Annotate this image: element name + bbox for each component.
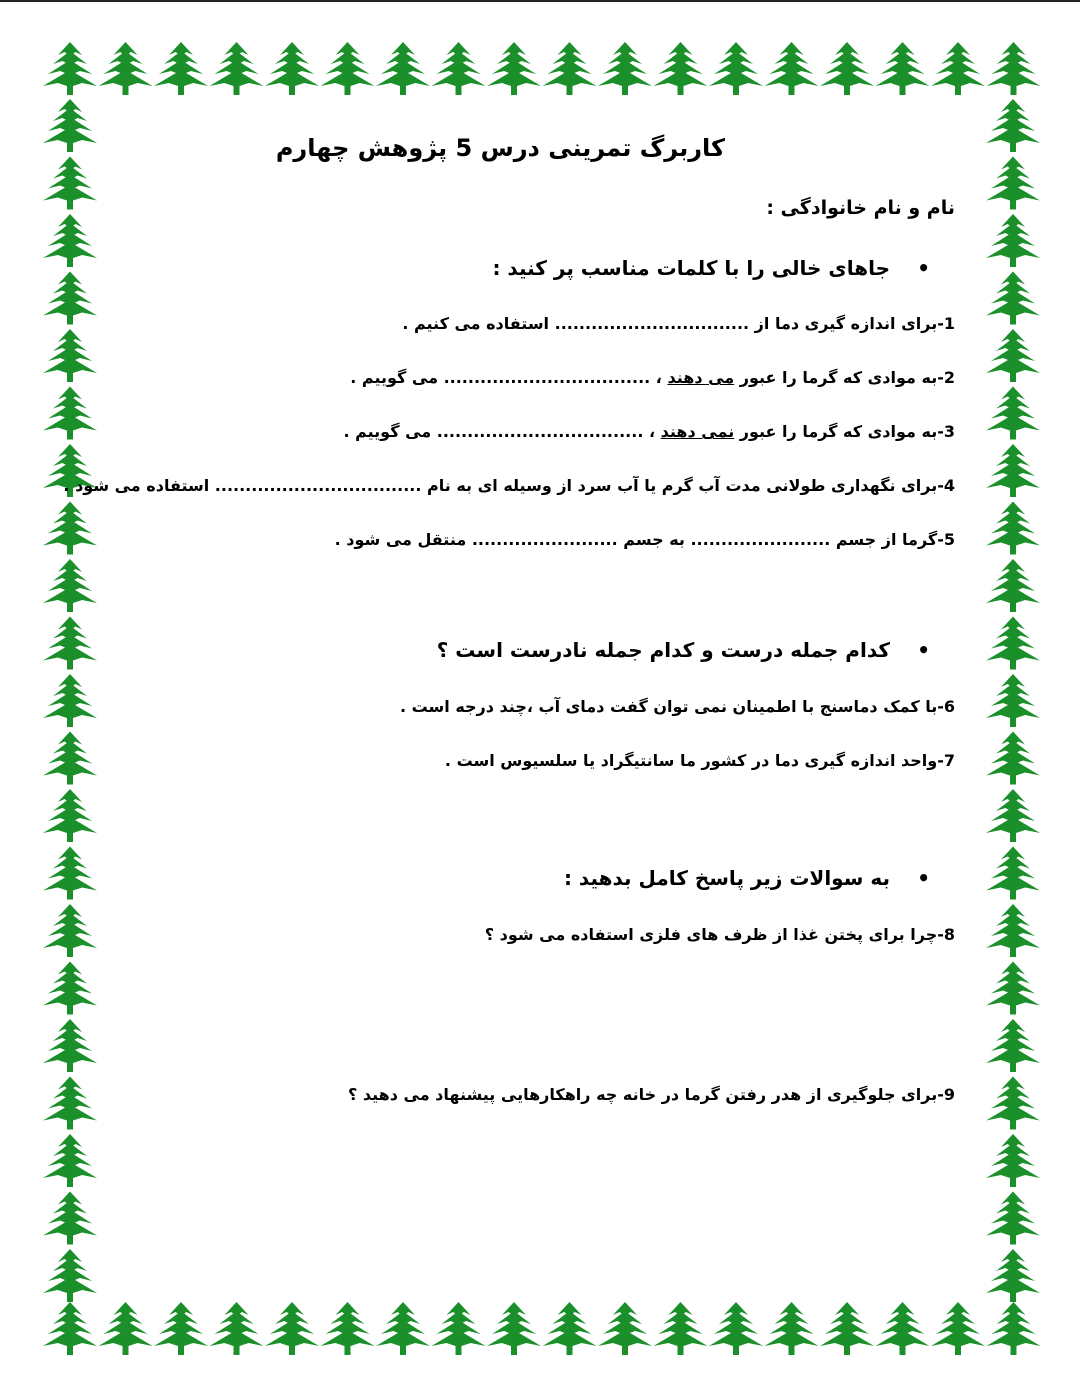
pine-tree-icon	[43, 1249, 97, 1302]
pine-tree-icon	[986, 1192, 1040, 1245]
pine-tree-icon	[986, 559, 1040, 612]
pine-tree-icon	[986, 99, 1040, 152]
pine-tree-icon	[986, 502, 1040, 555]
pine-tree-icon	[986, 617, 1040, 670]
pine-tree-icon	[986, 444, 1040, 497]
pine-tree-icon	[43, 732, 97, 785]
question-item: 1-برای اندازه گیری دما از ................................ استفاده می کنیم .	[402, 314, 955, 333]
pine-tree-icon	[43, 42, 97, 95]
pine-tree-icon	[986, 272, 1040, 325]
pine-tree-icon	[986, 1249, 1040, 1302]
pine-tree-icon	[43, 157, 97, 210]
pine-tree-icon	[43, 214, 97, 267]
question-item: 2-به موادی که گرما را عبور می دهند ، .................................. می گوییم .	[350, 368, 955, 387]
pine-tree-icon	[987, 1302, 1041, 1355]
pine-tree-icon	[43, 329, 97, 382]
section-heading-fill-blanks: • جاهای خالی را با کلمات مناسب پر کنید :	[492, 256, 930, 280]
pine-tree-icon	[43, 1019, 97, 1072]
pine-tree-icon	[43, 1077, 97, 1130]
question-item: 7-واحد اندازه گیری دما در کشور ما سانتیگراد یا سلسیوس است .	[444, 751, 955, 770]
question-item: 3-به موادی که گرما را عبور نمی دهند ، .................................. می گوییم .	[343, 422, 955, 441]
worksheet-content	[63, 0, 955, 1395]
pine-tree-icon	[43, 847, 97, 900]
question-item: 4-برای نگهداری طولانی مدت آب گرم یا آب سرد از وسیله ای به نام .................................. استفاده می شود .	[63, 476, 955, 495]
question-item: 5-گرما از جسم ....................... به جسم ........................ منتقل می شود .	[334, 530, 955, 549]
pine-tree-icon	[43, 1302, 97, 1355]
pine-tree-icon	[986, 157, 1040, 210]
worksheet-title: کاربرگ تمرینی درس 5 پژوهش چهارم	[275, 134, 725, 162]
pine-tree-icon	[986, 904, 1040, 957]
section-heading-full-answer: • به سوالات زیر پاسخ کامل بدهید :	[563, 866, 930, 890]
question-item: 8-چرا برای پختن غذا از ظرف های فلزی استفاده می شود ؟	[484, 925, 955, 944]
pine-tree-icon	[43, 962, 97, 1015]
pine-tree-icon	[986, 1019, 1040, 1072]
pine-tree-icon	[43, 904, 97, 957]
pine-tree-icon	[43, 1134, 97, 1187]
pine-tree-icon	[986, 214, 1040, 267]
pine-tree-icon	[43, 617, 97, 670]
pine-tree-icon	[987, 42, 1041, 95]
bullet-icon: •	[917, 866, 930, 890]
pine-tree-icon	[43, 387, 97, 440]
bullet-icon: •	[917, 638, 930, 662]
question-item: 9-برای جلوگیری از هدر رفتن گرما در خانه چه راهکارهایی پیشنهاد می دهید ؟	[348, 1085, 955, 1104]
pine-tree-icon	[986, 1077, 1040, 1130]
section-heading-true-false: • کدام جمله درست و کدام جمله نادرست است ؟	[436, 638, 930, 662]
pine-tree-icon	[43, 99, 97, 152]
name-field-label: نام و نام خانوادگی :	[766, 197, 955, 219]
pine-tree-icon	[43, 502, 97, 555]
pine-tree-icon	[43, 789, 97, 842]
pine-tree-icon	[43, 674, 97, 727]
pine-tree-icon	[986, 387, 1040, 440]
pine-tree-icon	[986, 962, 1040, 1015]
pine-tree-icon	[986, 789, 1040, 842]
question-item: 6-با کمک دماسنج با اطمینان نمی توان گفت دمای آب ،چند درجه است .	[399, 697, 955, 716]
bullet-icon: •	[917, 256, 930, 280]
pine-tree-icon	[986, 732, 1040, 785]
pine-tree-icon	[43, 272, 97, 325]
pine-tree-icon	[43, 559, 97, 612]
pine-tree-icon	[986, 674, 1040, 727]
pine-tree-icon	[986, 1134, 1040, 1187]
pine-tree-icon	[986, 329, 1040, 382]
pine-tree-icon	[986, 847, 1040, 900]
pine-tree-icon	[43, 1192, 97, 1245]
